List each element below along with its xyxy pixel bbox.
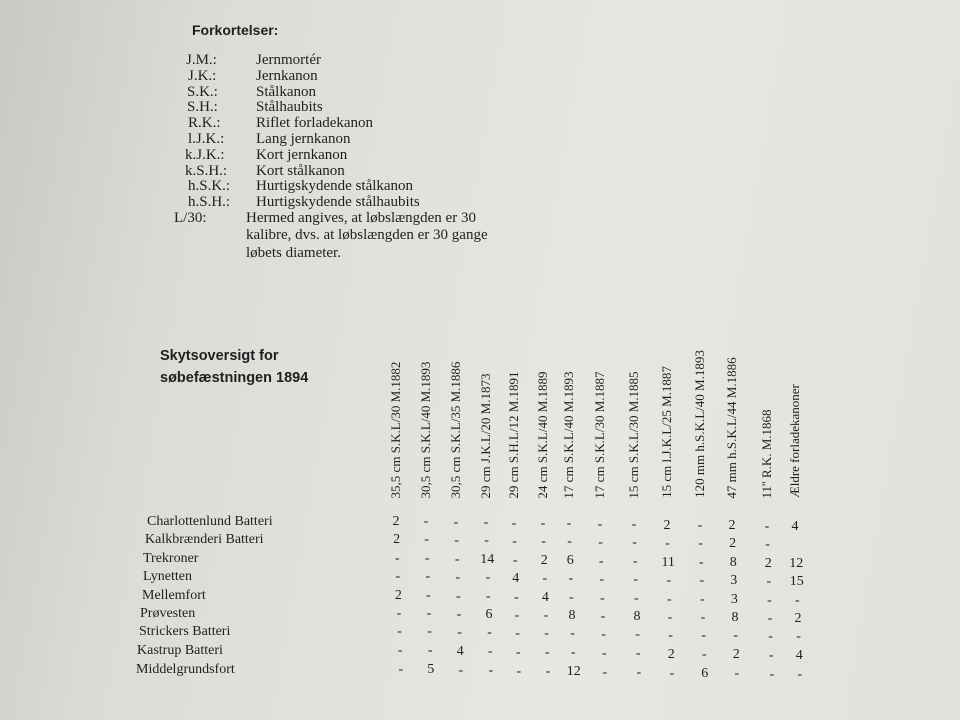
table-cell: 4 [791,519,799,535]
table-cell: - [484,533,489,549]
table-cell: - [396,606,402,621]
table-cell: - [767,610,773,626]
table-cell: - [426,588,431,604]
row-label: Prøvesten [140,606,196,621]
abbreviation-code: J.K.: [188,68,217,84]
column-header: 30,5 cm S.K.L/40 M.1893 [418,361,433,498]
table-cell: - [597,516,603,532]
table-cell: 2 [667,646,675,662]
table-cell: 3 [730,573,738,589]
table-cell: - [766,573,772,589]
table-cell: 2 [732,647,740,663]
table-cell: - [632,554,638,570]
table-cell: - [427,643,433,659]
row-label: Kastrup Batteri [137,643,223,658]
row-label: Charlottenlund Batteri [147,514,273,529]
table-cell: - [668,627,673,643]
abbreviation-code: k.J.K.: [185,147,225,163]
abbreviation-definition: Hurtigskydende stålhaubits [256,194,420,210]
abbreviation-code: h.S.K.: [188,178,231,194]
table-cell: 2 [392,514,400,529]
table-cell: - [768,628,773,644]
table-cell: - [514,589,519,605]
table-cell: 14 [480,552,495,568]
table-title-line2: søbefæstningen 1894 [160,370,309,386]
table-cell: - [424,532,429,548]
table-cell: - [598,534,603,550]
table-cell: - [635,627,640,643]
column-header: 11'' R.K. M.1868 [759,408,774,499]
table-cell: - [768,647,774,663]
table-cell: 2 [729,536,737,552]
table-cell: - [666,572,672,588]
table-cell: - [453,514,459,530]
abbreviation-definition: Kort stålkanon [256,163,345,179]
abbreviations-heading: Forkortelser: [192,22,279,38]
abbreviation-definition: kalibre, dvs. at løbslængden er 30 gange [246,227,488,243]
table-cell: 15 [789,574,804,590]
table-cell: 6 [701,666,709,681]
table-cell: - [601,645,607,661]
table-cell: - [598,553,604,569]
table-cell: - [427,624,432,640]
table-cell: - [570,626,575,642]
table-cell: 2 [794,611,802,627]
table-cell: - [699,573,705,588]
table-cell: - [635,646,641,662]
table-cell: 2 [764,555,772,571]
table-cell: 8 [731,610,739,626]
abbreviation-definition: Jernmortér [256,52,321,68]
table-cell: - [454,532,459,548]
table-cell: 4 [541,590,549,605]
table-cell: - [483,515,489,531]
table-cell: 8 [729,555,737,571]
table-cell: - [545,664,551,679]
table-cell: - [485,570,491,586]
table-cell: - [570,645,576,661]
table-cell: 6 [485,607,493,623]
table-cell: - [543,608,549,623]
table-cell: - [426,606,432,622]
table-cell: - [395,569,401,584]
table-cell: - [425,569,431,585]
column-header: 17 cm S.K.L/30 M.1887 [592,370,607,499]
table-cell: 2 [540,553,548,568]
table-cell: - [667,609,673,625]
table-cell: - [634,591,639,607]
column-header: 30,5 cm S.K.L/35 M.1886 [448,361,463,498]
table-cell: - [700,592,705,607]
abbreviation-definition: Riflet forladekanon [256,115,374,131]
table-cell: - [566,516,572,532]
table-cell: - [599,571,605,587]
table-cell: - [512,552,518,568]
table-cell: - [512,533,517,549]
table-cell: - [456,606,462,622]
column-header: Ældre forladekanoner [787,384,802,498]
column-header: 17 cm S.K.L/40 M.1893 [561,370,576,499]
table-cell: 12 [789,556,804,572]
table-cell: 2 [394,588,402,603]
abbreviation-definition: Kort jernkanon [256,147,348,163]
table-cell: - [765,536,770,552]
table-cell: - [568,571,574,587]
table-cell: 6 [566,553,574,569]
table-cell: - [734,666,740,682]
column-header: 120 mm h.S.K.L/40 M.1893 [692,350,707,498]
row-label: Mellemfort [142,588,206,603]
table-cell: - [542,571,548,586]
table-cell: - [544,626,549,641]
abbreviation-code: S.K.: [187,84,218,100]
row-label: Strickers Batteri [139,624,231,639]
column-header: 29 cm J.K.L/20 M.1873 [478,373,493,498]
column-header: 35,5 cm S.K.L/30 M.1882 [388,361,403,498]
table-cell: - [423,514,429,530]
table-cell: - [398,662,404,677]
table-cell: - [632,535,637,551]
table-cell: - [698,555,704,570]
table-cell: - [569,590,574,606]
table-cell: - [767,592,772,608]
row-label: Trekroner [143,551,199,566]
table-cell: - [697,518,703,533]
table-cell: 4 [512,570,520,586]
table-cell: 8 [633,609,641,625]
table-cell: - [601,626,606,642]
abbreviation-code: R.K.: [188,115,221,131]
abbreviation-code: J.M.: [186,52,217,68]
table-cell: - [667,591,672,607]
table-cell: 2 [728,518,736,534]
abbreviation-code: k.S.H.: [185,163,228,179]
abbreviation-definition: Jernkanon [256,68,318,84]
abbreviation-definition: løbets diameter. [246,245,341,261]
table-cell: - [458,662,464,678]
abbreviation-definition: Lang jernkanon [256,131,351,147]
table-cell: - [733,628,738,644]
table-cell: - [600,608,606,624]
table-cell: 8 [568,608,576,624]
table-cell: - [514,607,520,623]
table-cell: - [515,644,521,660]
abbreviation-definition: Stålkanon [256,84,316,100]
table-cell: - [698,536,703,551]
table-cell: - [424,551,430,567]
table-cell: 12 [566,664,581,680]
abbreviation-definition: Hurtigskydende stålkanon [256,178,414,194]
table-cell: - [516,663,522,679]
table-cell: - [567,534,572,550]
table-cell: 4 [456,643,464,659]
table-cell: - [669,665,675,681]
abbreviation-code: l.J.K.: [188,131,225,147]
row-label: Middelgrundsfort [136,662,235,677]
table-cell: - [487,625,492,641]
table-cell: - [631,517,637,533]
table-cell: 5 [427,662,435,678]
table-cell: - [600,590,605,606]
table-cell: - [769,666,775,682]
table-cell: - [541,534,546,549]
abbreviation-definition: Hermed angives, at løbslængden er 30 [246,210,476,226]
table-cell: - [701,628,706,643]
table-cell: - [700,610,706,625]
table-cell: - [701,647,707,662]
table-cell: - [544,645,550,660]
abbreviation-code: h.S.H.: [188,194,231,210]
table-cell: - [633,572,639,588]
table-cell: - [397,624,402,639]
table-cell: 2 [393,532,401,547]
row-label: Kalkbrænderi Batteri [145,532,264,547]
table-cell: - [456,588,461,604]
table-cell: - [394,551,400,566]
table-cell: - [636,665,642,681]
table-title-line1: Skytsoversigt for [160,348,279,364]
table-cell: 11 [661,554,675,570]
table-cell: - [540,516,546,531]
abbreviation-code: L/30: [174,210,207,226]
table-cell: - [488,663,494,679]
abbreviation-code: S.H.: [187,99,218,115]
table-cell: - [797,667,803,683]
column-header: 29 cm S.H.L/12 M.1891 [506,370,521,499]
table-cell: - [397,643,403,658]
table-cell: - [486,589,491,605]
table-cell: - [454,551,460,567]
table-cell: 4 [795,648,803,664]
table-cell: - [515,625,520,641]
column-header: 15 cm S.K.L/30 M.1885 [626,370,641,499]
table-cell: - [511,515,517,531]
table-cell: - [487,644,493,660]
table-cell: - [455,569,461,585]
table-cell: - [457,624,462,640]
column-header: 24 cm S.K.L/40 M.1889 [535,370,550,499]
abbreviation-definition: Stålhaubits [256,99,323,115]
table-cell: - [602,664,608,680]
column-header: 15 cm l.J.K.L/25 M.1887 [659,366,674,498]
table-cell: - [796,629,801,645]
table-cell: - [665,535,670,551]
column-header: 47 mm h.S.K.L/44 M.1886 [724,356,739,499]
table-cell: - [795,593,800,609]
table-cell: 3 [730,592,738,608]
row-label: Lynetten [143,569,192,584]
table-cell: 2 [663,517,671,533]
table-cell: - [764,518,770,534]
table-title [160,345,308,389]
